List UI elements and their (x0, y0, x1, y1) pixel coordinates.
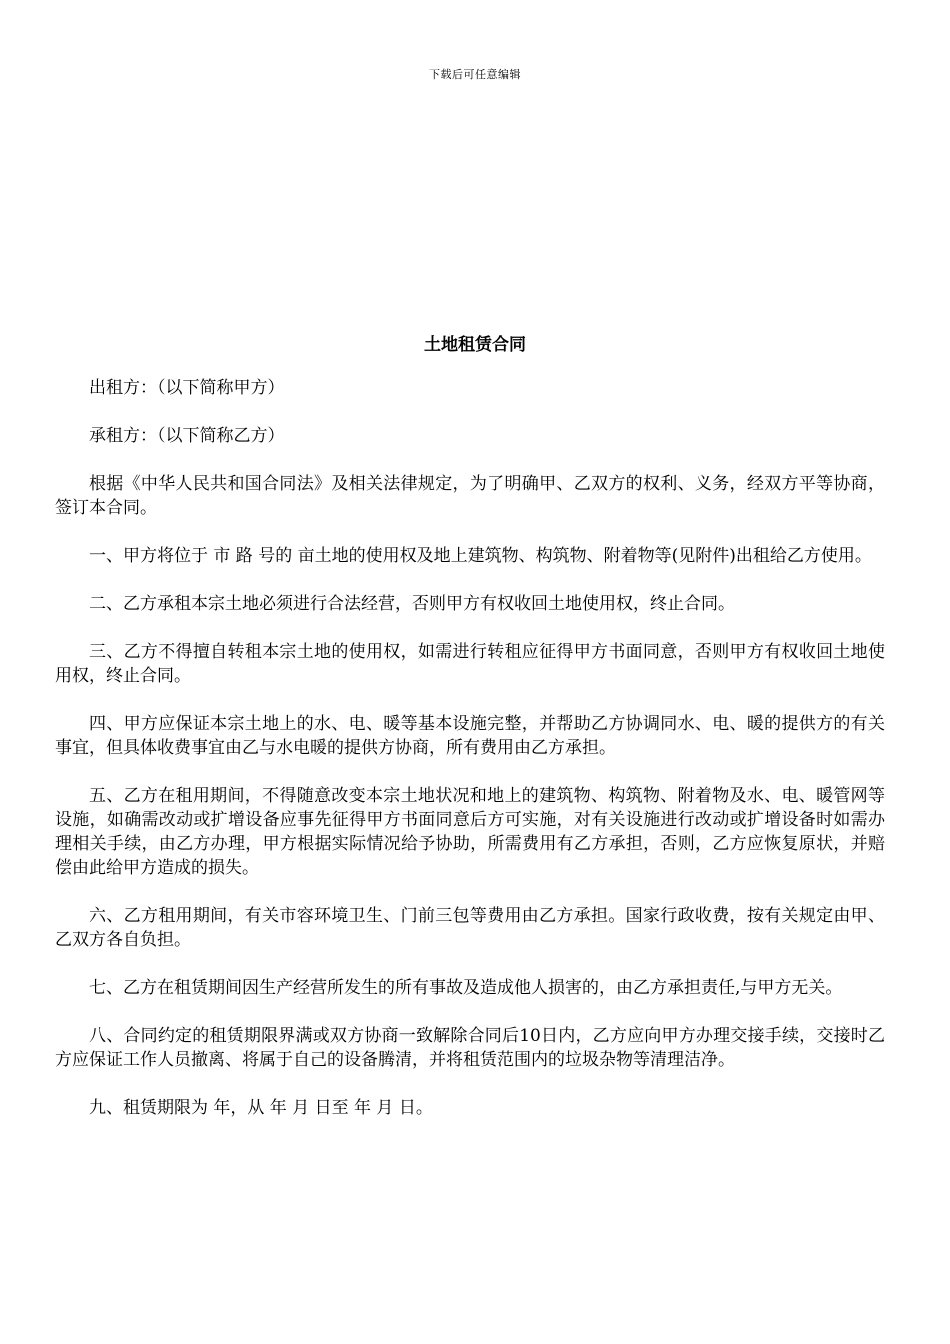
lessee-line: 承租方：（以下简称乙方） (89, 426, 285, 446)
clause-6: 六、乙方租用期间，有关市容环境卫生、门前三包等费用由乙方承担。国家行政收费，按有关规定由甲、乙双方各自负担。 (55, 906, 885, 950)
clause-8: 八、合同约定的租赁期限界满或双方协商一致解除合同后10日内，乙方应向甲方办理交接手续，交接时乙方应保证工作人员撤离、将属于自己的设备腾清，并将租赁范围内的垃圾杂物等清理洁净。 (55, 1026, 885, 1070)
clause-9: 九、租赁期限为 年，从 年 月 日至 年 月 日。 (89, 1098, 433, 1118)
document-title: 土地租赁合同 (424, 335, 526, 355)
clause-5: 五、乙方在租用期间，不得随意改变本宗土地状况和地上的建筑物、构筑物、附着物及水、电、暖管网等设施，如确需改动或扩增设备应事先征得甲方书面同意后方可实施，对有关设施进行改动或扩增设备时如需办理相关手续，由乙方办理，甲方根据实际情况给予协助，所需费用有乙方承担，否则，乙方应恢复原状，并赔偿由此给甲方造成的损失。 (55, 786, 885, 878)
lessor-line: 出租方：（以下简称甲方） (89, 378, 285, 398)
clause-1: 一、甲方将位于 市 路 号的 亩土地的使用权及地上建筑物、构筑物、附着物等(见附件)出租给乙方使用。 (89, 546, 872, 566)
clause-3: 三、乙方不得擅自转租本宗土地的使用权，如需进行转租应征得甲方书面同意，否则甲方有权收回土地使用权，终止合同。 (55, 642, 885, 686)
clause-7: 七、乙方在租赁期间因生产经营所发生的所有事故及造成他人损害的，由乙方承担责任,与甲方无关。 (89, 978, 843, 998)
header-note: 下载后可任意编辑 (429, 68, 521, 81)
clause-4: 四、甲方应保证本宗土地上的水、电、暖等基本设施完整，并帮助乙方协调同水、电、暖的提供方的有关事宜，但具体收费事宜由乙与水电暖的提供方协商，所有费用由乙方承担。 (55, 714, 885, 758)
document-body (55, 376, 885, 1144)
preamble-paragraph: 根据《中华人民共和国合同法》及相关法律规定，为了明确甲、乙双方的权利、义务，经双方平等协商，签订本合同。 (55, 474, 885, 518)
clause-2: 二、乙方承租本宗土地必须进行合法经营，否则甲方有权收回土地使用权，终止合同。 (89, 594, 735, 614)
